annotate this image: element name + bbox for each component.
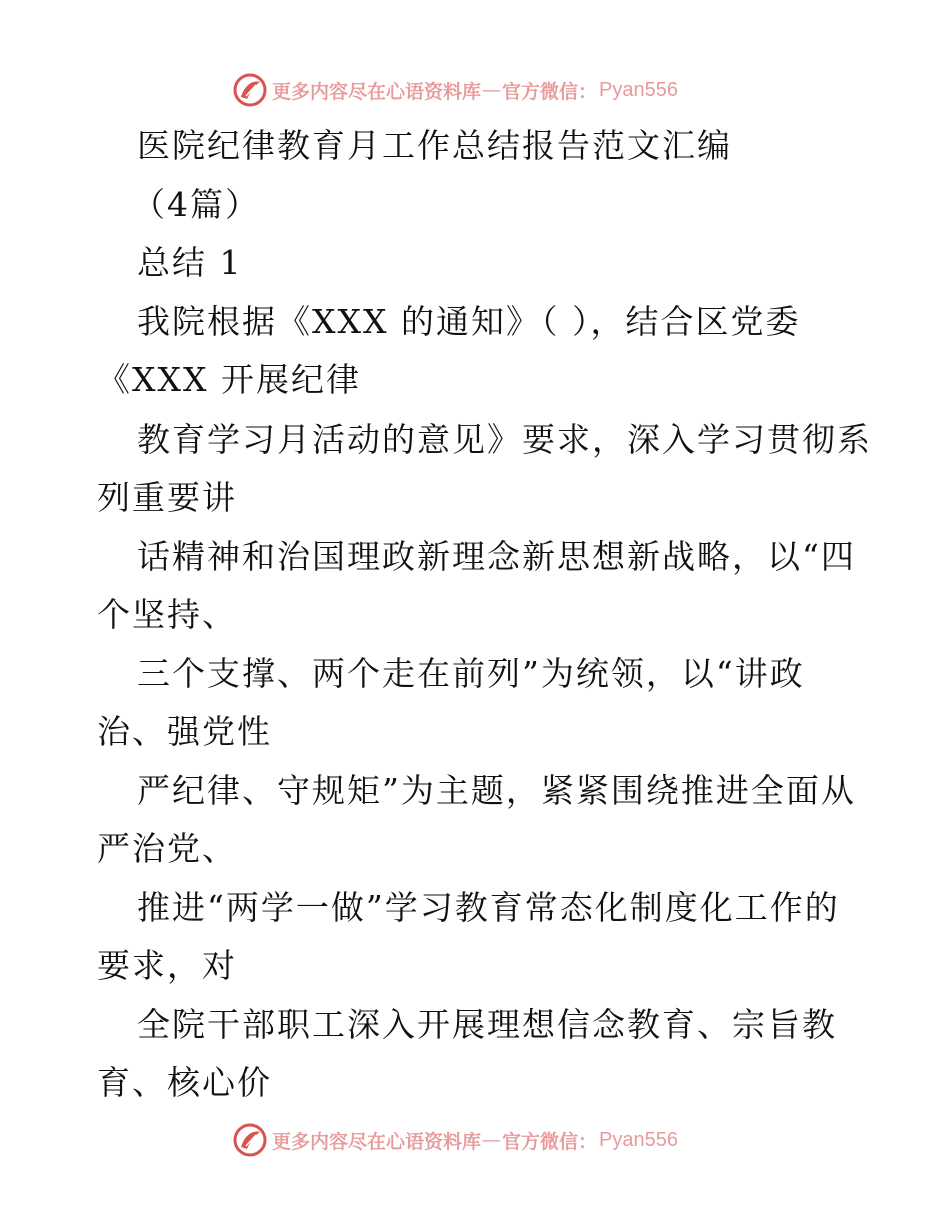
promo-text: 更多内容尽在心语资料库 [272, 80, 482, 103]
body-line: 个坚持、 [97, 595, 237, 634]
body-line: 《XXX 开展纪律 [97, 360, 361, 399]
body-line: 三个支撑、两个走在前列”为统领，以“讲政 [137, 654, 805, 693]
promo-text: 更多内容尽在心语资料库 [272, 1130, 482, 1153]
wechat-id: Pyan556 [599, 78, 678, 101]
body-line: 育、核心价 [97, 1063, 272, 1102]
body-line: 我院根据《XXX 的通知》（ ），结合区党委 [137, 302, 801, 341]
body-line: 教育学习月活动的意见》要求，深入学习贯彻系 [137, 420, 872, 459]
body-line: 严纪律、守规矩”为主题，紧紧围绕推进全面从 [137, 771, 856, 810]
library-logo-icon [232, 1122, 268, 1158]
wechat-label: 官方微信： [502, 80, 598, 103]
library-logo-icon [232, 72, 268, 108]
bottom-watermark-banner [232, 1120, 678, 1160]
wechat-id: Pyan556 [599, 1128, 678, 1151]
wechat-label: 官方微信： [502, 1130, 598, 1153]
body-line: 推进“两学一做”学习教育常态化制度化工作的 [137, 888, 840, 927]
top-watermark-banner [232, 70, 678, 110]
body-line: 要求，对 [97, 946, 237, 985]
body-line: 治、强党性 [97, 712, 272, 751]
banner-dash: — [482, 1129, 502, 1151]
document-title-line-1: 医院纪律教育月工作总结报告范文汇编 [137, 126, 732, 165]
banner-dash: — [482, 79, 502, 101]
document-title-line-2: （4篇） [132, 185, 260, 224]
body-line: 列重要讲 [97, 478, 237, 517]
body-line: 全院干部职工深入开展理想信念教育、宗旨教 [137, 1005, 837, 1044]
section-heading: 总结 1 [137, 243, 243, 282]
body-line: 严治党、 [97, 829, 237, 868]
body-line: 话精神和治国理政新理念新思想新战略，以“四 [137, 537, 856, 576]
